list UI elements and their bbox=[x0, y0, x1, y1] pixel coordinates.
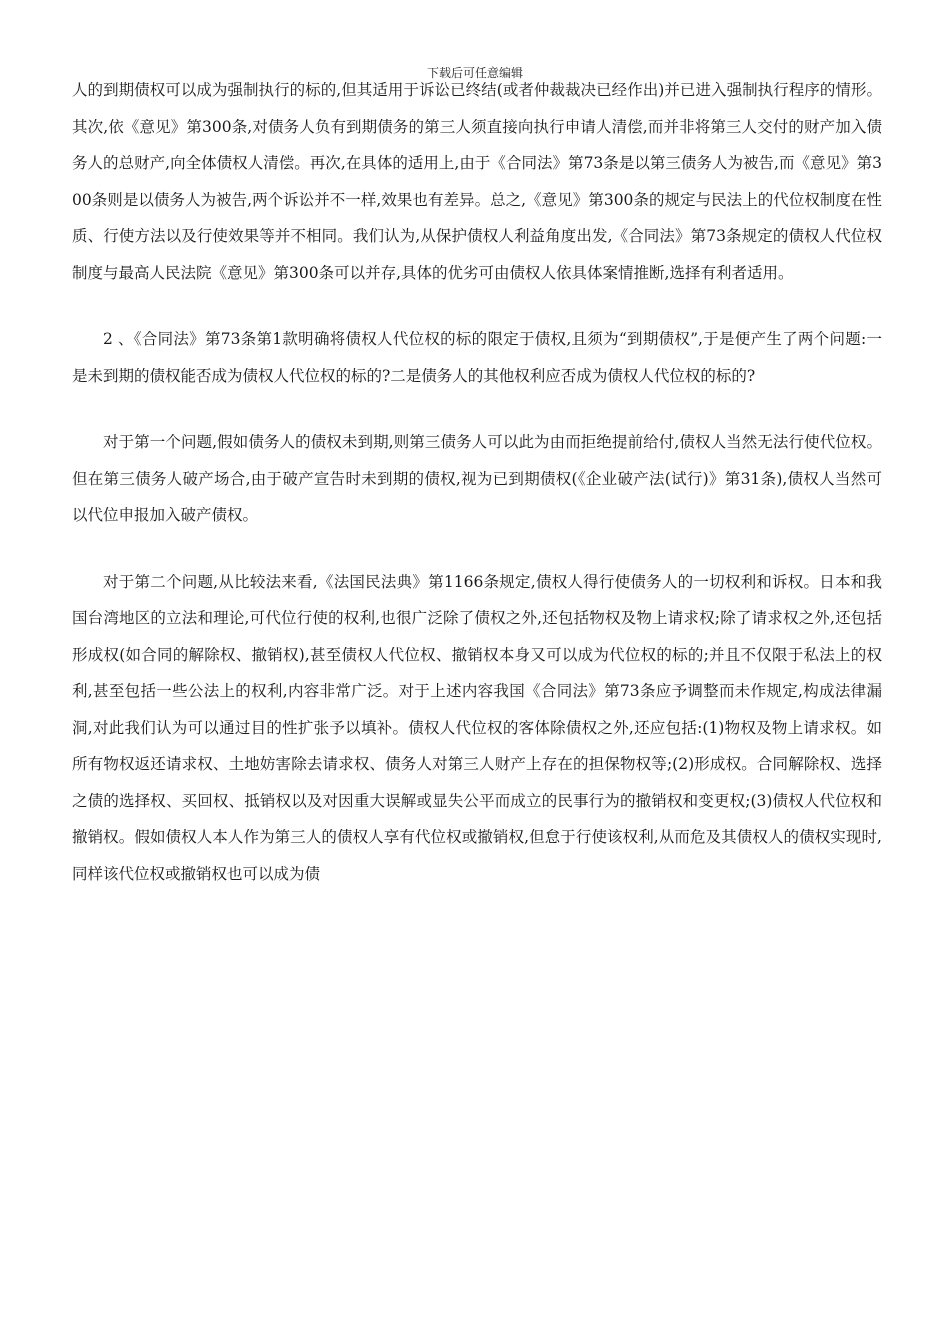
document-body bbox=[72, 72, 882, 922]
paragraph-continued: 人的到期债权可以成为强制执行的标的,但其适用于诉讼已终结(或者仲裁裁决已经作出)并已进入强制执行程序的情形。其次,依《意见》第300条,对债务人负有到期债务的第三人须直接向执行申请人清偿,而并非将第三人交付的财产加入债务人的总财产,向全体债权人清偿。再次,在具体的适用上,由于《合同法》第73条是以第三债务人为被告,而《意见》第300条则是以债务人为被告,两个诉讼并不一样,效果也有差异。总之,《意见》第300条的规定与民法上的代位权制度在性质、行使方法以及行使效果等并不相同。我们认为,从保护债权人利益角度出发,《合同法》第73条规定的债权人代位权制度与最高人民法院《意见》第300条可以并存,具体的优劣可由债权人依具体案情推断,选择有利者适用。 bbox=[72, 81, 882, 282]
page-header: 下载后可任意编辑 bbox=[426, 66, 523, 80]
paragraph-first-question: 对于第一个问题,假如债务人的债权未到期,则第三债务人可以此为由而拒绝提前给付,债权人当然无法行使代位权。但在第三债务人破产场合,由于破产宣告时未到期的债权,视为已到期债权(《企业破产法(试行)》第31条),债权人当然可以代位申报加入破产债权。 bbox=[72, 433, 882, 524]
paragraph-second-question: 对于第二个问题,从比较法来看,《法国民法典》第1166条规定,债权人得行使债务人的一切权利和诉权。日本和我国台湾地区的立法和理论,可代位行使的权利,也很广泛除了债权之外,还包括物权及物上请求权;除了请求权之外,还包括形成权(如合同的解除权、撤销权),甚至债权人代位权、撤销权本身又可以成为代位权的标的;并且不仅限于私法上的权利,甚至包括一些公法上的权利,内容非常广泛。对于上述内容我国《合同法》第73条应予调整而未作规定,构成法律漏洞,对此我们认为可以通过目的性扩张予以填补。债权人代位权的客体除债权之外,还应包括:(1)物权及物上请求权。如所有物权返还请求权、土地妨害除去请求权、债务人对第三人财产上存在的担保物权等;(2)形成权。合同解除权、选择之债的选择权、买回权、抵销权以及对因重大误解或显失公平而成立的民事行为的撤销权和变更权;(3)债权人代位权和撤销权。假如债权人本人作为第三人的债权人享有代位权或撤销权,但怠于行使该权利,从而危及其债权人的债权实现时,同样该代位权或撤销权也可以成为债 bbox=[72, 572, 882, 883]
paragraph-point-2: 2 、《合同法》第73条第1款明确将债权人代位权的标的限定于债权,且须为“到期债权”,于是便产生了两个问题:一是未到期的债权能否成为债权人代位权的标的?二是债务人的其他权利应否成为债权人代位权的标的? bbox=[72, 330, 882, 385]
